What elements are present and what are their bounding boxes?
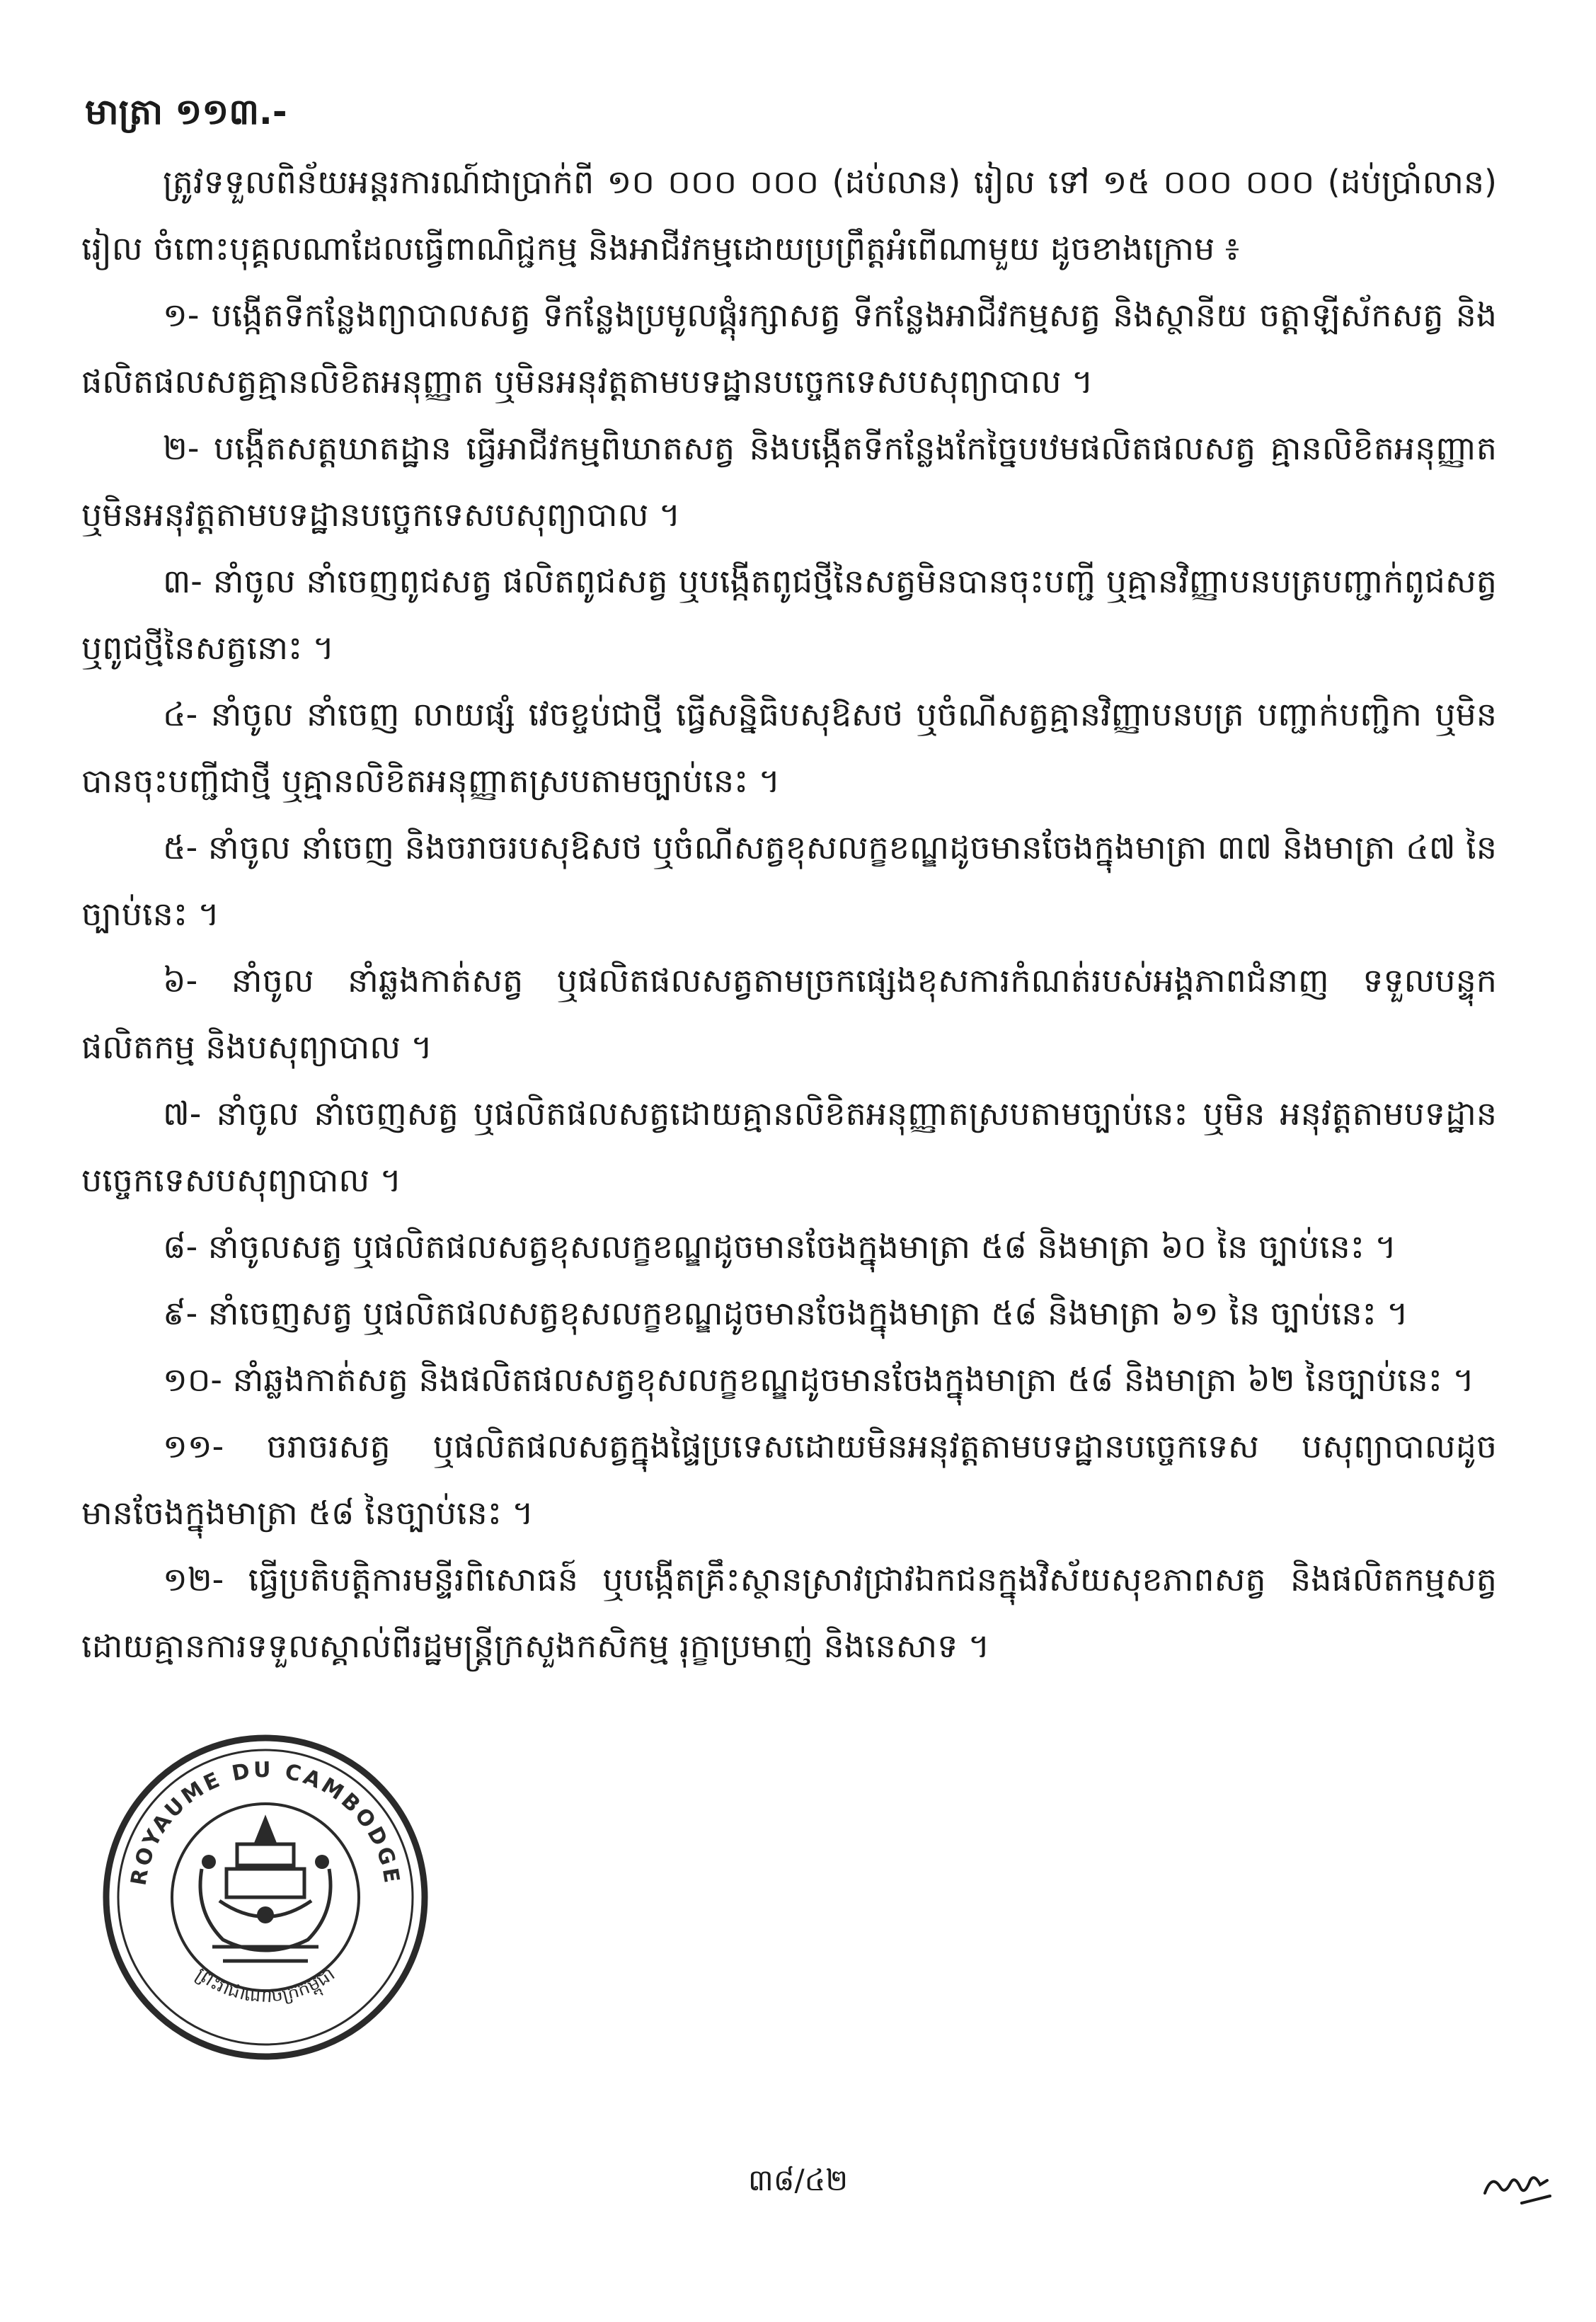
svg-text:ROYAUME DU CAMBODGE: ROYAUME DU CAMBODGE: [126, 1757, 405, 1887]
list-item-12: ១២- ធ្វើប្រតិបត្តិការមន្ទីរពិសោធន៍ ឬបង្កើតគ្រឹះស្ថានស្រាវជ្រាវឯកជនក្នុងវិស័យសុខភាពសត្វ និងផលិតកម្មសត្វដោយគ្មានការទទួលស្គាល់ពីរដ្ឋមន្ត្រីក្រសួងកសិកម្ម រុក្ខាប្រមាញ់ និងនេសាទ ។: [81, 1560, 1497, 1665]
list-item-8: ៨- នាំចូលសត្វ ឬផលិតផលសត្វខុសលក្ខខណ្ឌដូចមានចែងក្នុងមាត្រា ៥៨ និងមាត្រា ៦០ នៃ ច្បាប់នេះ ។: [163, 1228, 1396, 1266]
list-item-7: ៧- នាំចូល នាំចេញសត្វ ឬផលិតផលសត្វដោយគ្មានលិខិតអនុញ្ញាតស្របតាមច្បាប់នេះ ឬមិន អនុវត្តតាមបទដ្ឋានបច្ចេកទេសបសុព្យាបាល ។: [81, 1094, 1497, 1199]
list-item-3: ៣- នាំចូល នាំចេញពូជសត្វ ផលិតពូជសត្វ ឬបង្កើតពូជថ្មីនៃសត្វមិនបានចុះបញ្ជី ឬគ្មានវិញ្ញាបនបត្របញ្ជាក់ពូជសត្វ ឬពូជថ្មីនៃសត្វនោះ ។: [81, 562, 1497, 667]
list-item-2: ២- បង្កើតសត្តឃាតដ្ឋាន ធ្វើអាជីវកម្មពិឃាតសត្វ និងបង្កើតទីកន្លែងកែច្នៃបឋមផលិតផលសត្វ គ្មានលិខិតអនុញ្ញាត ឬមិនអនុវត្តតាមបទដ្ឋានបច្ចេកទេសបសុព្យាបាល ។: [81, 429, 1497, 534]
list-item-6: ៦- នាំចូល នាំឆ្លងកាត់សត្វ ឬផលិតផលសត្វតាមច្រកផ្សេងខុសការកំណត់របស់អង្គភាពជំនាញ ទទួលបន្ទុកផលិតកម្ម និងបសុព្យាបាល ។: [81, 961, 1497, 1066]
list-item-9: ៩- នាំចេញសត្វ ឬផលិតផលសត្វខុសលក្ខខណ្ឌដូចមានចែងក្នុងមាត្រា ៥៨ និងមាត្រា ៦១ នៃ ច្បាប់នេះ ។: [163, 1294, 1408, 1332]
list-item-11: ១១- ចរាចរសត្វ ឬផលិតផលសត្វក្នុងផ្ទៃប្រទេសដោយមិនអនុវត្តតាមបទដ្ឋានបច្ចេកទេស បសុព្យាបាលដូចមានចែងក្នុងមាត្រា ៥៨ នៃច្បាប់នេះ ។: [81, 1427, 1497, 1532]
list-item-10: ១០- នាំឆ្លងកាត់សត្វ និងផលិតផលសត្វខុសលក្ខខណ្ឌដូចមានចែងក្នុងមាត្រា ៥៨ និងមាត្រា ៦២ នៃច្បាប់នេះ ។: [163, 1361, 1474, 1399]
list-item-5: ៥- នាំចូល នាំចេញ និងចរាចរបសុឱសថ ឬចំណីសត្វខុសលក្ខខណ្ឌដូចមានចែងក្នុងមាត្រា ៣៧ និងមាត្រា ៤៧ នៃច្បាប់នេះ ។: [81, 828, 1497, 933]
list-item-1: ១- បង្កើតទីកន្លែងព្យាបាលសត្វ ទីកន្លែងប្រមូលផ្តុំរក្សាសត្វ ទីកន្លែងអាជីវកម្មសត្វ និងស្ថានីយ ចត្តាឡីស័កសត្វ និងផលិតផលសត្វគ្មានលិខិតអនុញ្ញាត ឬមិនអនុវត្តតាមបទដ្ឋានបច្ចេកទេសបសុព្យាបាល ។: [81, 296, 1497, 401]
signature-icon: [1479, 2159, 1557, 2209]
svg-text:ព្រះរាជាណាចក្រកម្ពុជា: ព្រះរាជាណាចក្រកម្ពុជា: [192, 1963, 339, 2008]
article-body: [81, 149, 1497, 1679]
official-seal-icon: [96, 1727, 435, 2067]
page-number: ៣៨/៤២: [747, 2163, 849, 2197]
article-intro: ត្រូវទទួលពិន័យអន្តរការណ៍ជាប្រាក់ពី ១០ ០០០ ០០០ (ដប់លាន) រៀល ទៅ ១៥ ០០០ ០០០ (ដប់ប្រាំលាន) រៀល ចំពោះបុគ្គលណាដែលធ្វើពាណិជ្ជកម្ម និងអាជីវកម្មដោយប្រព្រឹត្តអំពើណាមួយ ដូចខាងក្រោម ៖: [81, 163, 1497, 268]
article-heading: មាត្រា ១១៣.-: [85, 91, 287, 132]
list-item-4: ៤- នាំចូល នាំចេញ លាយផ្សំ វេចខ្ចប់ជាថ្មី ធ្វើសន្និធិបសុឱសថ ឬចំណីសត្វគ្មានវិញ្ញាបនបត្រ បញ្ជាក់បញ្ជិកា ឬមិនបានចុះបញ្ជីជាថ្មី ឬគ្មានលិខិតអនុញ្ញាតស្របតាមច្បាប់នេះ ។: [81, 695, 1497, 800]
